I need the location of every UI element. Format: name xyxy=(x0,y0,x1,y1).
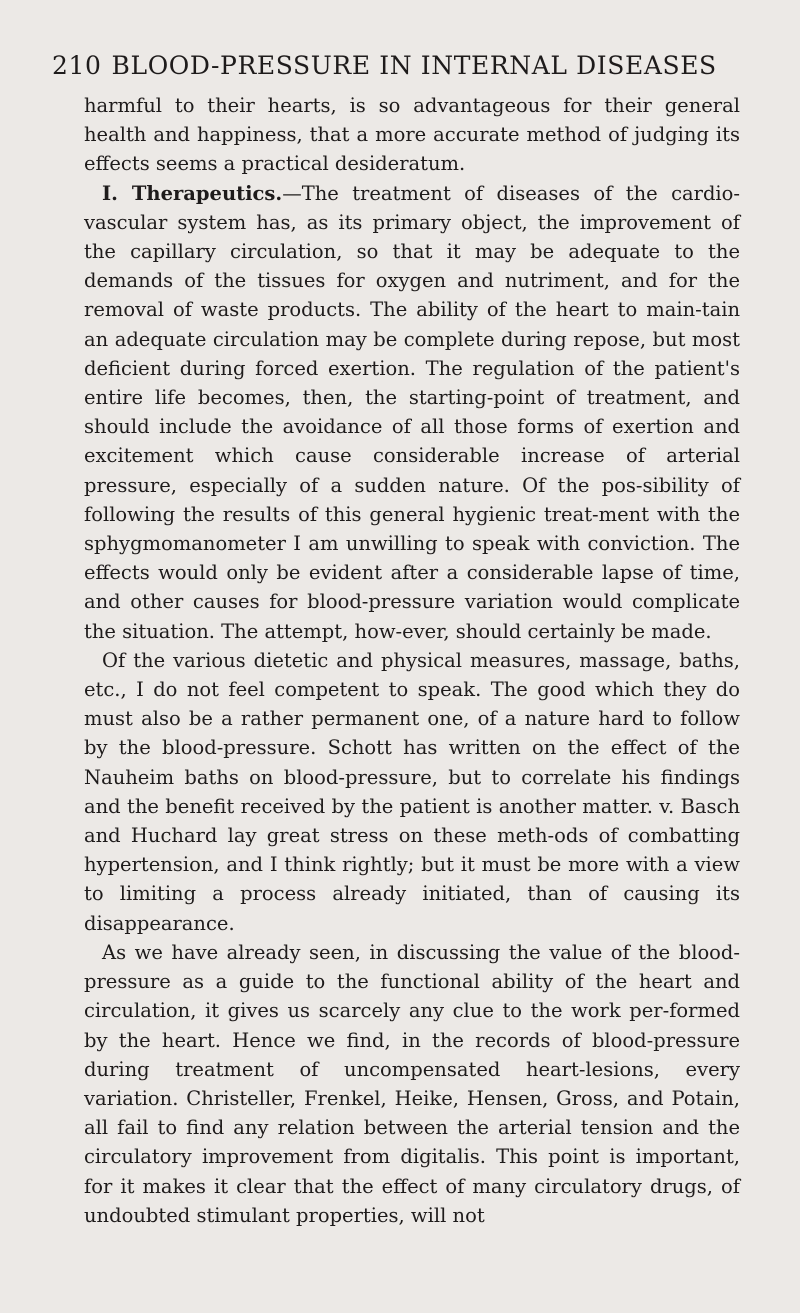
paragraph-therapeutics-text: —The treatment of diseases of the cardio-vascular system has, as its primary object, the improvement of the capillary circulation, so that it may be adequate to the demands of the tissues for oxygen and nutriment, and for the removal of waste products. The ability of the heart to main-tain an adequate circulation may be complete during repose, but most deficient during forced exertion. The regulation of the patient's entire life becomes, then, the starting-point of treatment, and should include the avoidance of all those forms of exertion and excitement which cause considerable increase of arterial pressure, especially of a sudden nature. Of the pos-sibility of following the results of this general hygienic treat-ment with the sphygmomanometer I am unwilling to speak with conviction. The effects would only be evident after a considerable lapse of time, and other causes for blood-pressure variation would complicate the situation. The attempt, how-ever, should certainly be made. xyxy=(84,181,740,643)
paragraph-dietetic-measures: Of the various dietetic and physical measures, massage, baths, etc., I do not feel competent to speak. The good which they do must also be a rather permanent one, of a nature hard to follow by the blood-pressure. Schott has written on the effect of the Nauheim baths on blood-pressure, but to correlate his findings and the benefit received by the patient is another matter. v. Basch and Huchard lay great stress on these meth-ods of combatting hypertension, and I think rightly; but it must be more with a view to limiting a process already initiated, than of causing its disappearance. xyxy=(84,648,740,935)
running-title: BLOOD-PRESSURE IN INTERNAL DISEASES xyxy=(111,51,717,80)
page-number: 210 xyxy=(52,51,102,80)
section-label-therapeutics: I. Therapeutics. xyxy=(102,181,283,205)
body-text xyxy=(84,91,740,1230)
paragraph-therapeutics xyxy=(84,179,740,646)
paragraph-continuation: harmful to their hearts, is so advantageous for their general health and happiness, that a more accurate method of judging its effects seems a practical desideratum. xyxy=(84,94,740,176)
paragraph-blood-pressure-guide: As we have already seen, in discussing the value of the blood-pressure as a guide to the functional ability of the heart and circulation, it gives us scarcely any clue to the work per-formed by the heart. Hence we find, in the records of blood-pressure during treatment of uncompensated heart-lesions, every variation. Christeller, Frenkel, Heike, Hensen, Gross, and Potain, all fail to find any relation between the arterial tension and the circulatory improvement from digitalis. This point is important, for it makes it clear that the effect of many circulatory drugs, of undoubted stimulant properties, will not xyxy=(84,940,740,1227)
running-head xyxy=(52,48,738,84)
